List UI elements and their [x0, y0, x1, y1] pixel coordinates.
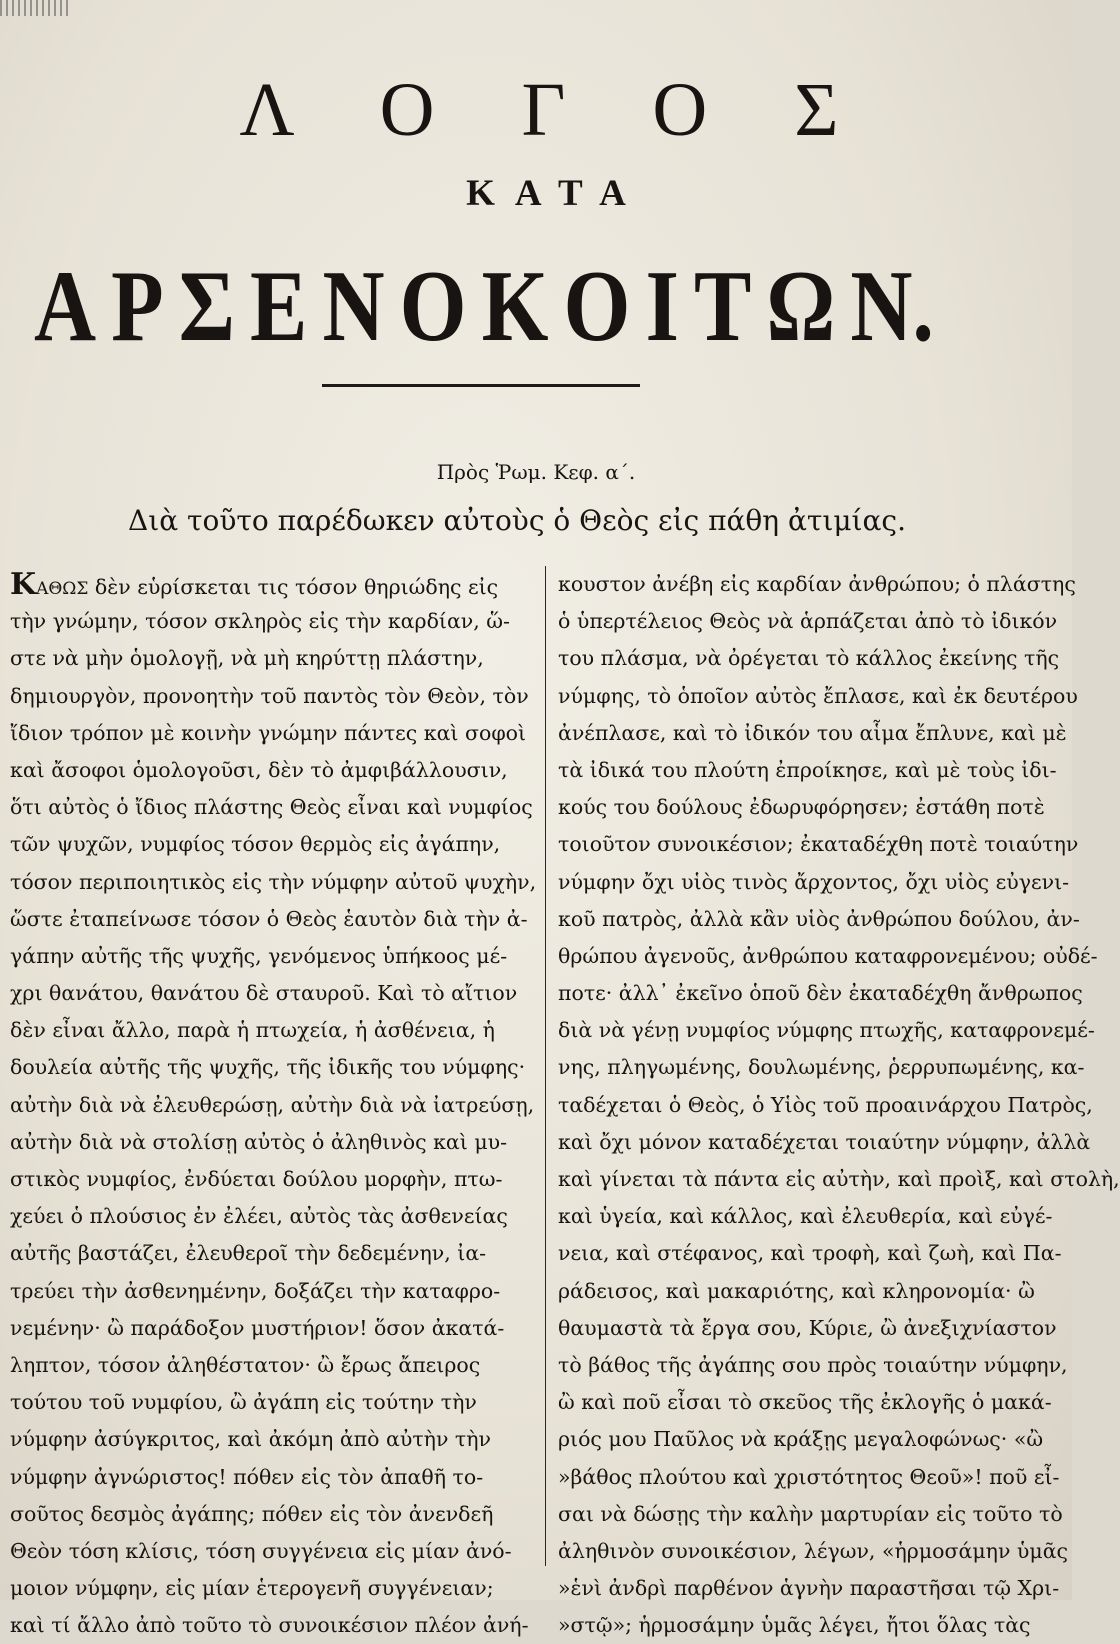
title-arsenokoiton	[34, 249, 934, 363]
title-letter: Ρ	[111, 249, 164, 363]
text-line: ράδεισος, καὶ μακαριότης, καὶ κληρονομία· ὢ	[558, 1278, 1035, 1303]
text-line: θρώπου ἀγενοῦς, ἀνθρώπου καταφρονεμένου; οὐδέ-	[558, 943, 1098, 968]
text-line: τὰ ἰδικά του πλούτη ἐπροίκησε, καὶ μὲ τοὺς ἰδι-	[558, 757, 1057, 782]
text-line: ὢ καὶ ποῦ εἶσαι τὸ σκεῦος τῆς ἐκλογῆς ὁ μακά-	[558, 1390, 1052, 1415]
text-line: τὴν γνώμην, τόσον σκληρὸς εἰς τὴν καρδίαν, ὥ-	[10, 609, 510, 634]
text-line: »βάθος πλούτου καὶ χριστότητος Θεοῦ»! ποῦ εἶ-	[558, 1464, 1060, 1489]
text-line: δημιουργὸν, προνοητὴν τοῦ παντὸς τὸν Θεὸν, τὸν	[10, 683, 529, 708]
text-line: γάπην αὐτῆς τῆς ψυχῆς, γενόμενος ὑπήκοος μέ-	[10, 943, 508, 968]
text-line: αὐτὴν διὰ νὰ στολίσῃ αὐτὸς ὁ ἀληθινὸς καὶ μυ-	[10, 1129, 508, 1154]
text-line: ὁ ὑπερτέλειος Θεὸς νὰ ἁρπάζεται ἀπὸ τὸ ἰδικόν	[558, 609, 1058, 634]
text-line: καὶ ὄχι μόνον καταδέχεται τοιαύτην νύμφην, ἀλλὰ	[558, 1129, 1091, 1154]
title-letter: Ο	[563, 249, 631, 363]
title-letter: Τ	[693, 249, 752, 363]
title-letter: Ο	[399, 249, 467, 363]
epigraph: Διὰ τοῦτο παρέδωκεν αὐτοὺς ὁ Θεὸς εἰς πάθη ἀτιμίας.	[128, 504, 907, 537]
title-letter: Ν.	[850, 249, 934, 363]
title-letter: Σ	[178, 249, 235, 363]
text-line: κουστον ἀνέβη εἰς καρδίαν ἀνθρώπου; ὁ πλάστης	[558, 572, 1076, 596]
title-kata: ΚΑΤΑ	[466, 173, 646, 214]
text-line: νύμφης, τὸ ὁποῖον αὐτὸς ἔπλασε, καὶ ἐκ δευτέρου	[558, 683, 1078, 708]
text-line: νεμένην· ὢ παράδοξον μυστήριον! ὅσον ἀκατά-	[10, 1315, 505, 1340]
page-edge-ornament	[0, 0, 70, 16]
title-letter: Ε	[250, 249, 308, 363]
scripture-reference: Πρὸς Ῥωμ. Κεφ. α΄.	[436, 460, 636, 484]
text-line: νύμφην ἀσύγκριτος, καὶ ἀκόμη ἀπὸ αὐτὴν τὴν	[10, 1427, 492, 1452]
text-line: ληπτον, τόσον ἀληθέστατον· ὢ ἔρως ἄπειρος	[10, 1352, 481, 1377]
text-line: ἀληθινὸν συνοικέσιον, λέγων, «ἡρμοσάμην ὑμᾶς	[558, 1538, 1069, 1563]
text-line: »στῷ»; ἡρμοσάμην ὑμᾶς λέγει, ἤτοι ὅλας τὰς	[558, 1613, 1031, 1638]
title-logos: Λ Ο Γ Ο Σ	[239, 68, 873, 152]
text-line: διὰ νὰ γένῃ νυμφίος νύμφης πτωχῆς, καταφρονεμέ-	[558, 1018, 1095, 1043]
text-line: »ἑνὶ ἀνδρὶ παρθένον ἁγνὴν παραστῆσαι τῷ Χρι-	[558, 1576, 1060, 1601]
text-line: Θεὸν τόση κλίσις, τόση συγγένεια εἰς μίαν ἀνό-	[10, 1538, 512, 1563]
drop-cap: Κ	[10, 567, 37, 602]
text-line: ποτε· ἀλλ᾽ ἐκεῖνο ὁποῦ δὲν ἐκαταδέχθη ἄνθρωπος	[558, 981, 1083, 1006]
left-column	[10, 566, 540, 1644]
text-line: ταδέχεται ὁ Θεὸς, ὁ Υἱὸς τοῦ προαινάρχου Πατρὸς,	[558, 1092, 1093, 1117]
title-letter: Ν	[322, 249, 385, 363]
text-line: δὲν εἶναι ἄλλο, παρὰ ἡ πτωχεία, ἡ ἀσθένεια, ἡ	[10, 1018, 495, 1043]
text-line: σοῦτος δεσμὸς ἀγάπης; πόθεν εἰς τὸν ἀνενδεῆ	[10, 1501, 494, 1526]
title-letter: Κ	[481, 249, 549, 363]
text-line: νης, πληγωμένης, δουλωμένης, ῥερρυπωμένης, κα-	[558, 1055, 1085, 1080]
text-line	[10, 566, 540, 603]
text-line: μοιον νύμφην, εἰς μίαν ἑτερογενῆ συγγένειαν;	[10, 1576, 494, 1601]
text-line: θαυμαστὰ τὰ ἔργα σου, Κύριε, ὢ ἀνεξιχνίαστον	[558, 1315, 1057, 1340]
text-line: τῶν ψυχῶν, νυμφίος τόσον θερμὸς εἰς ἀγάπην,	[10, 832, 501, 857]
text-line: κούς του δούλους ἐδωρυφόρησεν; ἐστάθη ποτὲ	[558, 795, 1045, 820]
text-line: χρι θανάτου, θανάτου δὲ σταυροῦ. Καὶ τὸ αἴτιον	[10, 981, 518, 1006]
text-line: σαι νὰ δώσῃς τὴν καλὴν μαρτυρίαν εἰς τοῦτο τὸ	[558, 1501, 1063, 1526]
text-line: ἴδιον τρόπον μὲ κοινὴν γνώμην πάντες καὶ σοφοὶ	[10, 720, 527, 745]
text-line: ριός μου Παῦλος νὰ κράξῃς μεγαλοφώνως· «ὢ	[558, 1427, 1044, 1452]
text-line: τρεύει τὴν ἀσθενημένην, δοξάζει τὴν καταφρο-	[10, 1278, 501, 1303]
text-line: τόσον περιποιητικὸς εἰς τὴν νύμφην αὐτοῦ ψυχὴν,	[10, 869, 537, 894]
text-line: αὐτῆς βαστάζει, ἐλευθεροῖ τὴν δεδεμένην, ἰα-	[10, 1241, 487, 1266]
text-line: καὶ τί ἄλλο ἀπὸ τοῦτο τὸ συνοικέσιον πλέον ἀνή-	[10, 1613, 529, 1638]
text-line: αὐτὴν διὰ νὰ ἐλευθερώσῃ, αὐτὴν διὰ νὰ ἰατρεύσῃ,	[10, 1092, 535, 1117]
column-divider	[545, 566, 546, 1566]
title-rule	[322, 384, 640, 387]
text-line: νύμφην ἀγνώριστος! πόθεν εἰς τὸν ἀπαθῆ το-	[10, 1464, 484, 1489]
text-line: καὶ ἄσοφοι ὁμολογοῦσι, δὲν τὸ ἀμφιβάλλουσιν,	[10, 757, 508, 782]
text-line: ὥστε ἐταπείνωσε τόσον ὁ Θεὸς ἑαυτὸν διὰ τὴν ἀ-	[10, 906, 528, 931]
text-line: κοῦ πατρὸς, ἀλλὰ κἂν υἱὸς ἀνθρώπου δούλου, ἀν-	[558, 906, 1080, 931]
text-line: νεια, καὶ στέφανος, καὶ τροφὴ, καὶ ζωὴ, καὶ Πα-	[558, 1241, 1062, 1266]
text-line: νύμφην ὄχι υἱὸς τινὸς ἄρχοντος, ὄχι υἱὸς εὐγενι-	[558, 869, 1070, 894]
text-line: στε νὰ μὴν ὁμολογῇ, νὰ μὴ κηρύττῃ πλάστην,	[10, 646, 484, 671]
text-line: καὶ γίνεται τὰ πάντα εἰς αὐτὴν, καὶ προὶξ, καὶ στολὴ,	[558, 1167, 1120, 1191]
first-word-caps: ΑΘΩΣ	[36, 579, 89, 599]
title-letter: Ι	[645, 249, 679, 363]
title-letter: Ω	[766, 249, 836, 363]
text-line: δουλεία αὐτῆς τῆς ψυχῆς, τῆς ἰδικῆς του νύμφης·	[10, 1055, 526, 1080]
right-column	[558, 566, 1120, 1644]
text-line: στικὸς νυμφίος, ἐνδύεται δούλου μορφὴν, πτω-	[10, 1167, 503, 1191]
text-line: τὸ βάθος τῆς ἀγάπης σου πρὸς τοιαύτην νύμφην,	[558, 1352, 1068, 1377]
text-line: τοιοῦτον συνοικέσιον; ἐκαταδέχθη ποτὲ τοιαύτην	[558, 832, 1079, 857]
text-line: ἀνέπλασε, καὶ τὸ ἰδικόν του αἷμα ἔπλυνε, καὶ μὲ	[558, 720, 1067, 745]
first-line-text: δὲν εὑρίσκεται τις τόσον θηριώδης εἰς	[88, 575, 499, 599]
text-line: καὶ ὑγεία, καὶ κάλλος, καὶ ἐλευθερία, καὶ εὐγέ-	[558, 1204, 1053, 1229]
text-line: τούτου τοῦ νυμφίου, ὢ ἀγάπη εἰς τούτην τὴν	[10, 1390, 477, 1415]
title-letter: Α	[34, 249, 97, 363]
text-line: χεύει ὁ πλούσιος ἐν ἐλέει, αὐτὸς τὰς ἀσθενείας	[10, 1204, 508, 1229]
text-line: του πλάσμα, νὰ ὀρέγεται τὸ κάλλος ἐκείνης τῆς	[558, 646, 1060, 671]
text-line: ὅτι αὐτὸς ὁ ἴδιος πλάστης Θεὸς εἶναι καὶ νυμφίος	[10, 795, 533, 820]
